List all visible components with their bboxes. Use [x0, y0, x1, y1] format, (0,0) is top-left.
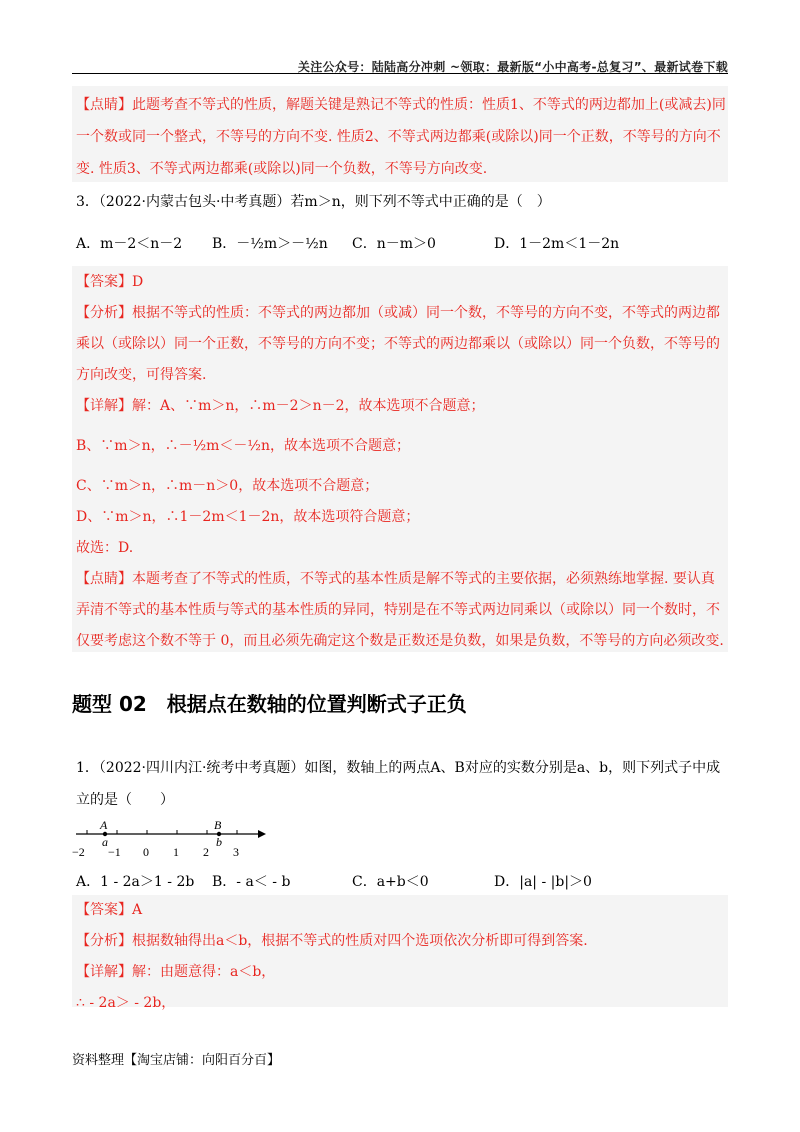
answer-line: 【答案】D	[76, 274, 144, 290]
question-3-stem: 3．（2022·内蒙古包头·中考真题）若m＞n，则下列不等式中正确的是（ ）	[76, 194, 551, 210]
tick-label: 3	[233, 845, 239, 859]
detail-line: 故选：D.	[76, 540, 134, 556]
arrow-head-icon	[258, 830, 266, 838]
detail-line: D、∵m＞n，∴1－2m＜1－2n，故本选项符合题意；	[76, 509, 420, 525]
point-b-label: B	[214, 818, 222, 832]
question-1-option-a: A．1 - 2a＞1 - 2b	[76, 874, 195, 890]
page-footer: 资料整理【淘宝店铺：向阳百分百】	[72, 1053, 281, 1068]
tip-line: 【点睛】本题考查了不等式的性质，不等式的基本性质是解不等式的主要依据，必须熟练地掌握. 要认真	[76, 571, 715, 587]
header-rule	[72, 73, 728, 74]
tick-label: 1	[173, 845, 179, 859]
point-a-label: A	[100, 818, 108, 832]
question-3-option-d: D．1－2m＜1－2n	[494, 236, 620, 252]
question-3-option-c: C．n－m＞0	[352, 236, 436, 252]
detail-line: 【详解】解：由题意得：a＜b，	[76, 964, 276, 980]
page-header: 关注公众号：陆陆高分冲刺 ~领取：最新版“小中高考-总复习”、最新试卷下载	[297, 60, 728, 74]
question-1-option-c: C．a+b＜0	[352, 874, 429, 890]
detail-line: B、∵m＞n，∴－½m＜－½n，故本选项不合题意；	[76, 438, 411, 454]
analysis-line: 乘以（或除以）同一个正数，不等号的方向不变；不等式的两边都乘以（或除以）同一个负数，不等号的	[76, 336, 720, 352]
tick-label: −2	[72, 845, 85, 859]
question-3-option-a: A．m－2＜n－2	[76, 236, 183, 252]
tick-label: 2	[203, 845, 209, 859]
tip-line: 弄清不等式的基本性质与等式的基本性质的异同，特别是在不等式两边同乘以（或除以）同一个数时，不	[76, 602, 720, 618]
point-a-var: a	[102, 835, 108, 849]
analysis-line: 【分析】根据不等式的性质：不等式的两边都加（或减）同一个数，不等号的方向不变，不等式的两边都	[76, 305, 720, 321]
question-1-option-b: B．- a＜ - b	[212, 874, 291, 890]
tip-line: 变. 性质3、不等式两边都乘(或除以)同一个负数，不等号方向改变.	[76, 161, 488, 177]
answer-line: 【答案】A	[76, 902, 143, 918]
tick-label: 0	[143, 845, 149, 859]
tip-line: 【点睛】此题考查不等式的性质，解题关键是熟记不等式的性质：性质1、不等式的两边都加上(或减去)同	[76, 97, 726, 113]
tick-label: −1	[108, 845, 121, 859]
tip-line: 一个数或同一个整式，不等号的方向不变. 性质2、不等式两边都乘(或除以)同一个正数，不等号的方向不	[76, 129, 721, 145]
tip-line: 仅要考虑这个数不等于 0，而且必须先确定这个数是正数还是负数，如果是负数，不等号的方向必须改变.	[76, 633, 724, 649]
point-b-var: b	[216, 835, 222, 849]
analysis-line: 【分析】根据数轴得出a＜b，根据不等式的性质对四个选项依次分析即可得到答案.	[76, 933, 588, 949]
question-1-stem: 立的是（ ）	[76, 792, 174, 808]
number-line-figure	[72, 818, 272, 860]
detail-line: C、∵m＞n，∴m－n＞0，故本选项不合题意；	[76, 478, 379, 494]
detail-line: ∴ - 2a＞ - 2b，	[76, 995, 176, 1011]
question-3-option-b: B．－½m＞－½n	[212, 236, 328, 252]
question-1-stem: 1．（2022·四川内江·统考中考真题）如图，数轴上的两点A、B对应的实数分别是a、b，则下列式子中成	[76, 760, 721, 776]
question-1-option-d: D．|a| - |b|＞0	[494, 874, 592, 890]
analysis-line: 方向改变，可得答案.	[76, 367, 207, 383]
section-title: 题型 02 根据点在数轴的位置判断式子正负	[72, 692, 467, 716]
detail-line: 【详解】解：A、∵m＞n，∴m－2＞n－2，故本选项不合题意；	[76, 398, 485, 414]
